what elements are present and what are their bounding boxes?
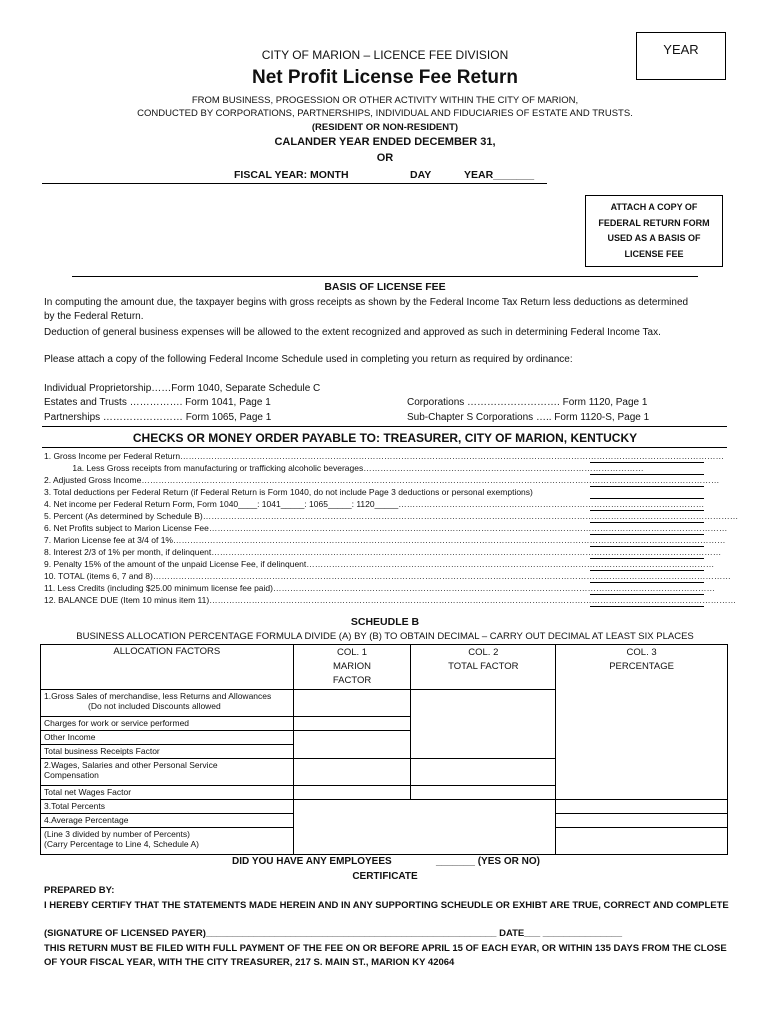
division-title: CITY OF MARION – LICENCE FEE DIVISION <box>261 48 509 62</box>
fiscal-year-label: FISCAL YEAR: MONTH <box>234 169 349 181</box>
line-item: 10. TOTAL (items 6, 7 and 8)…………………………………………………………………………………………………………………………………………………………………………………… <box>44 571 731 581</box>
cell-input[interactable] <box>556 731 728 745</box>
basis-paragraph-1a: In computing the amount due, the taxpayer begins with gross receipts as shown by the Federal Income Tax Return less deductions as determined <box>44 297 689 308</box>
cell-input[interactable] <box>293 786 411 800</box>
amount-field[interactable] <box>590 571 704 583</box>
cell-input[interactable] <box>556 800 728 814</box>
checks-bottom-rule <box>42 447 727 448</box>
line-item: 9. Penalty 15% of the amount of the unpaid License Fee, if delinquent……………………………………………………………………………………………………………………………… <box>44 559 715 569</box>
cell-input[interactable] <box>411 690 556 717</box>
fiscal-day-label: DAY <box>410 169 432 181</box>
attach-note-line: ATTACH A COPY OF <box>610 202 698 212</box>
amount-field[interactable] <box>590 451 704 463</box>
amount-field[interactable] <box>590 487 704 499</box>
schedule-left-3: Partnerships …………………… Form 1065, Page 1 <box>44 412 272 423</box>
footer-filing-note-2: OF YOUR FISCAL YEAR, WITH THE CITY TREASURER, 217 S. MAIN ST., MARION KY 42064 <box>44 957 455 968</box>
empty-cell <box>411 800 556 814</box>
col-header-3 <box>556 645 728 690</box>
amount-field[interactable] <box>590 475 704 487</box>
empty-cell <box>293 828 411 855</box>
cell-input[interactable] <box>411 717 556 731</box>
cell-input[interactable] <box>556 786 728 800</box>
calendar-year-label: CALANDER YEAR ENDED DECEMBER 31, <box>274 136 496 148</box>
section-divider <box>72 276 698 277</box>
schedule-left-2: Estates and Trusts ……………. Form 1041, Page 1 <box>44 397 271 408</box>
cell-input[interactable] <box>411 759 556 786</box>
col2-label: COL. 2 <box>468 647 499 658</box>
checks-top-rule <box>42 426 727 427</box>
header-rule <box>42 183 547 184</box>
row-label: 1.Gross Sales of merchandise, less Returns and Allowances <box>44 691 272 701</box>
cell-input[interactable] <box>411 731 556 745</box>
schedule-right-2: Sub-Chapter S Corporations ….. Form 1120-S, Page 1 <box>407 412 650 423</box>
row-label: (Do not included Discounts allowed <box>88 701 221 711</box>
row-label: 2.Wages, Salaries and other Personal Service <box>44 760 218 770</box>
line-item: 1. Gross Income per Federal Return………………………………………………………………………………………………………………………………………………………………………… <box>44 451 725 461</box>
amount-field[interactable] <box>590 463 704 475</box>
row-total-percents: 3.Total Percents <box>41 800 294 814</box>
row-charges: Charges for work or service performed <box>41 717 294 731</box>
amount-field[interactable] <box>590 511 704 523</box>
cell-input[interactable] <box>411 786 556 800</box>
certify-statement: I HEREBY CERTIFY THAT THE STATEMENTS MADE HEREIN AND IN ANY SUPPORTING SCHEUDLE OR EXHIBT ARE TRUE, CORRECT AND COMPLETE <box>44 900 729 911</box>
schedule-b-table <box>40 644 728 855</box>
basis-paragraph-1b: by the Federal Return. <box>44 311 144 322</box>
amount-column <box>590 451 704 607</box>
line-item: 7. Marion License fee at 3/4 of 1%…………………………………………………………………………………………………………………………………………………………………………… <box>44 535 726 545</box>
line-item: 11. Less Credits (including $25.00 minimum license fee paid)………………………………………………………………………………………………………………………………………… <box>44 583 715 593</box>
col3-label: COL. 3 <box>626 647 657 658</box>
schedule-b-title: SCHEUDLE B <box>350 616 420 628</box>
col1-label: COL. 1 <box>336 647 368 658</box>
amount-field[interactable] <box>590 595 704 607</box>
signature-date-line[interactable]: (SIGNATURE OF LICENSED PAYER)_______________________________________________________ DATE___ _______________ <box>44 928 622 939</box>
empty-cell <box>411 828 556 855</box>
amount-field[interactable] <box>590 523 704 535</box>
col1-label: MARION <box>333 661 372 672</box>
attach-note-line: USED AS A BASIS OF <box>607 233 701 243</box>
resident-note: (RESIDENT OR NON-RESIDENT) <box>311 122 459 133</box>
fiscal-year-field[interactable]: YEAR_______ <box>464 169 535 181</box>
row-label: (Carry Percentage to Line 4, Schedule A) <box>44 839 199 849</box>
empty-cell <box>293 814 411 828</box>
line-item: 8. Interest 2/3 of 1% per month, if delinquent……………………………………………………………………………………………………………………………………………………………… <box>44 547 722 557</box>
employees-question: DID YOU HAVE ANY EMPLOYEES <box>232 856 392 867</box>
row-wages-factor: Total net Wages Factor <box>41 786 294 800</box>
line-item: 1a. Less Gross receipts from manufacturing or trafficking alcoholic beverages……………………………………………………………………………………… <box>44 463 644 473</box>
cell-input[interactable] <box>556 717 728 731</box>
cell-input[interactable] <box>556 745 728 759</box>
attach-note-line: LICENSE FEE <box>624 248 684 259</box>
col-header-factors: ALLOCATION FACTORS <box>41 645 294 690</box>
cell-input[interactable] <box>293 759 411 786</box>
cell-input[interactable] <box>556 690 728 717</box>
prepared-by-label: PREPARED BY: <box>44 885 115 896</box>
subtitle-line-1: FROM BUSINESS, PROGESSION OR OTHER ACTIVITY WITHIN THE CITY OF MARION, <box>191 95 579 106</box>
row-wages <box>41 759 294 786</box>
amount-field[interactable] <box>590 559 704 571</box>
line-item: 5. Percent (As determined by Schedule B)……………………………………………………………………………………………………………………………………………………………………… <box>44 511 739 521</box>
line-item: 12. BALANCE DUE (Item 10 minus item 11)…………………………………………………………………………………………………………………………………………………………………… <box>44 595 737 605</box>
attach-note-line: FEDERAL RETURN FORM <box>598 217 710 228</box>
basis-paragraph-3: Please attach a copy of the following Federal Income Schedule used in completing you return as required by ordinance: <box>44 354 573 365</box>
amount-field[interactable] <box>590 583 704 595</box>
line-item: 4. Net income per Federal Return Form, Form 1040____: 1041_____: 1065_____: 1120_____……………………………………………………………………………………………… <box>44 499 705 509</box>
row-label: Compensation <box>44 770 99 780</box>
empty-cell <box>411 814 556 828</box>
line-item: 6. Net Profits subject to Marion License Fee………………………………………………………………………………………………………………………………………………………………… <box>44 523 728 533</box>
amount-field[interactable] <box>590 499 704 511</box>
year-box-label: YEAR <box>663 42 699 57</box>
col3-label: PERCENTAGE <box>609 661 674 672</box>
cell-input[interactable] <box>556 828 728 855</box>
attach-note-box <box>585 195 723 267</box>
cell-input[interactable] <box>293 717 411 731</box>
row-label: (Line 3 divided by number of Percents) <box>44 829 190 839</box>
cell-input[interactable] <box>556 759 728 786</box>
footer-filing-note-1: THIS RETURN MUST BE FILED WITH FULL PAYMENT OF THE FEE ON OR BEFORE APRIL 15 OF EACH EYAR, OR WITHIN 135 DAYS FROM THE CLOSE <box>44 943 727 954</box>
basis-paragraph-2: Deduction of general business expenses will be allowed to the extent recognized and approved as such in determining Federal Income Tax. <box>44 327 661 338</box>
row-gross-sales <box>41 690 294 717</box>
col2-label: TOTAL FACTOR <box>448 661 519 672</box>
row-line-note <box>41 828 294 855</box>
row-average-percentage: 4.Average Percentage <box>41 814 294 828</box>
amount-field[interactable] <box>590 535 704 547</box>
or-label: OR <box>376 152 394 164</box>
page-title: Net Profit License Fee Return <box>251 67 519 88</box>
cell-input[interactable] <box>411 745 556 759</box>
line-item: 2. Adjusted Gross Income…………………………………………………………………………………………………………………………………………………………………………………… <box>44 475 720 485</box>
subtitle-line-2: CONDUCTED BY CORPORATIONS, PARTNERSHIPS, INDIVIDUAL AND FIDUCIARIES OF ESTATE AND TRUSTS. <box>137 108 633 119</box>
row-receipts-factor: Total business Receipts Factor <box>41 745 294 759</box>
col-header-1 <box>293 645 411 690</box>
col-header-2 <box>411 645 556 690</box>
employees-answer-field[interactable]: _______ (YES OR NO) <box>436 856 540 867</box>
checks-payable-heading: CHECKS OR MONEY ORDER PAYABLE TO: TREASURER, CITY OF MARION, KENTUCKY <box>132 431 638 445</box>
col1-label: FACTOR <box>332 675 372 686</box>
schedule-right-1: Corporations ………………………. Form 1120, Page 1 <box>407 397 648 408</box>
row-other-income: Other Income <box>41 731 294 745</box>
amount-field[interactable] <box>590 547 704 559</box>
cell-input[interactable] <box>293 731 411 745</box>
cell-input[interactable] <box>293 745 411 759</box>
empty-cell <box>293 800 411 814</box>
schedule-b-formula: BUSINESS ALLOCATION PERCENTAGE FORMULA DIVIDE (A) BY (B) TO OBTAIN DECIMAL – CARRY OUT DECIMAL AT LEAST SIX PLACES <box>76 631 694 642</box>
basis-heading: BASIS OF LICENSE FEE <box>324 281 446 293</box>
schedule-a-lines <box>44 451 739 607</box>
cell-input[interactable] <box>556 814 728 828</box>
certificate-heading: CERTIFICATE <box>352 871 418 882</box>
cell-input[interactable] <box>293 690 411 717</box>
line-item: 3. Total deductions per Federal Return (if Federal Return is Form 1040, do not include Page 3 deductions or personal exemptions) <box>44 487 533 497</box>
schedule-left-1: Individual Proprietorship……Form 1040, Separate Schedule C <box>44 383 321 394</box>
